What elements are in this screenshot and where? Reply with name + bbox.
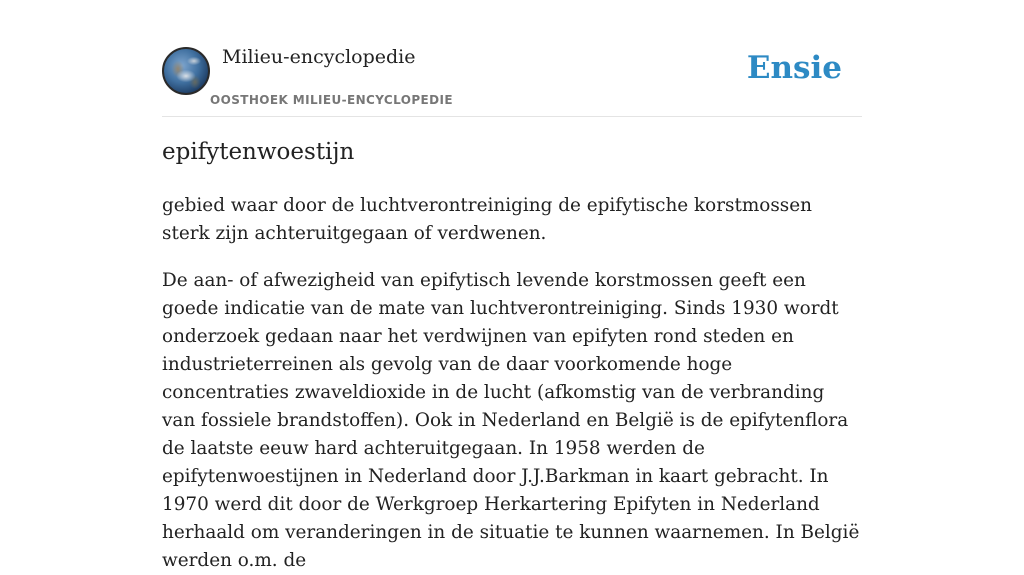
article-title: epifytenwoestijn (162, 139, 355, 165)
article-body: De aan- of afwezigheid van epifytisch levende korstmossen geeft een goede indicatie van de mate van luchtverontreiniging. Sinds 1930 wordt onderzoek gedaan naar het verdwijnen van epifyten rond steden en industrieterreinen als gevolg van de daar voorkomende hoge concentraties zwaveldioxide in de lucht (afkomstig van de verbranding van fossiele brandstoffen). Ook in Nederland en België is de epifytenflora de laatste eeuw hard achteruitgegaan. In 1958 werden de epifytenwoestijnen in Nederland door J.J.Barkman in kaart gebracht. In 1970 werd dit door de Werkgroep Herkartering Epifyten in Nederland herhaald om veranderingen in de situatie te kunnen waarnemen. In België werden o.m. de (162, 270, 860, 571)
site-header (162, 0, 862, 117)
site-name[interactable]: Milieu-encyclopedie (222, 46, 416, 68)
article-definition: gebied waar door de luchtverontreiniging de epifytische korstmossen sterk zijn achteruitgegaan of verdwenen. (162, 195, 812, 244)
earth-globe-icon[interactable] (162, 47, 210, 95)
site-subtitle: OOSTHOEK MILIEU-ENCYCLOPEDIE (210, 93, 453, 107)
ensie-logo-link[interactable]: Ensie (746, 50, 842, 86)
